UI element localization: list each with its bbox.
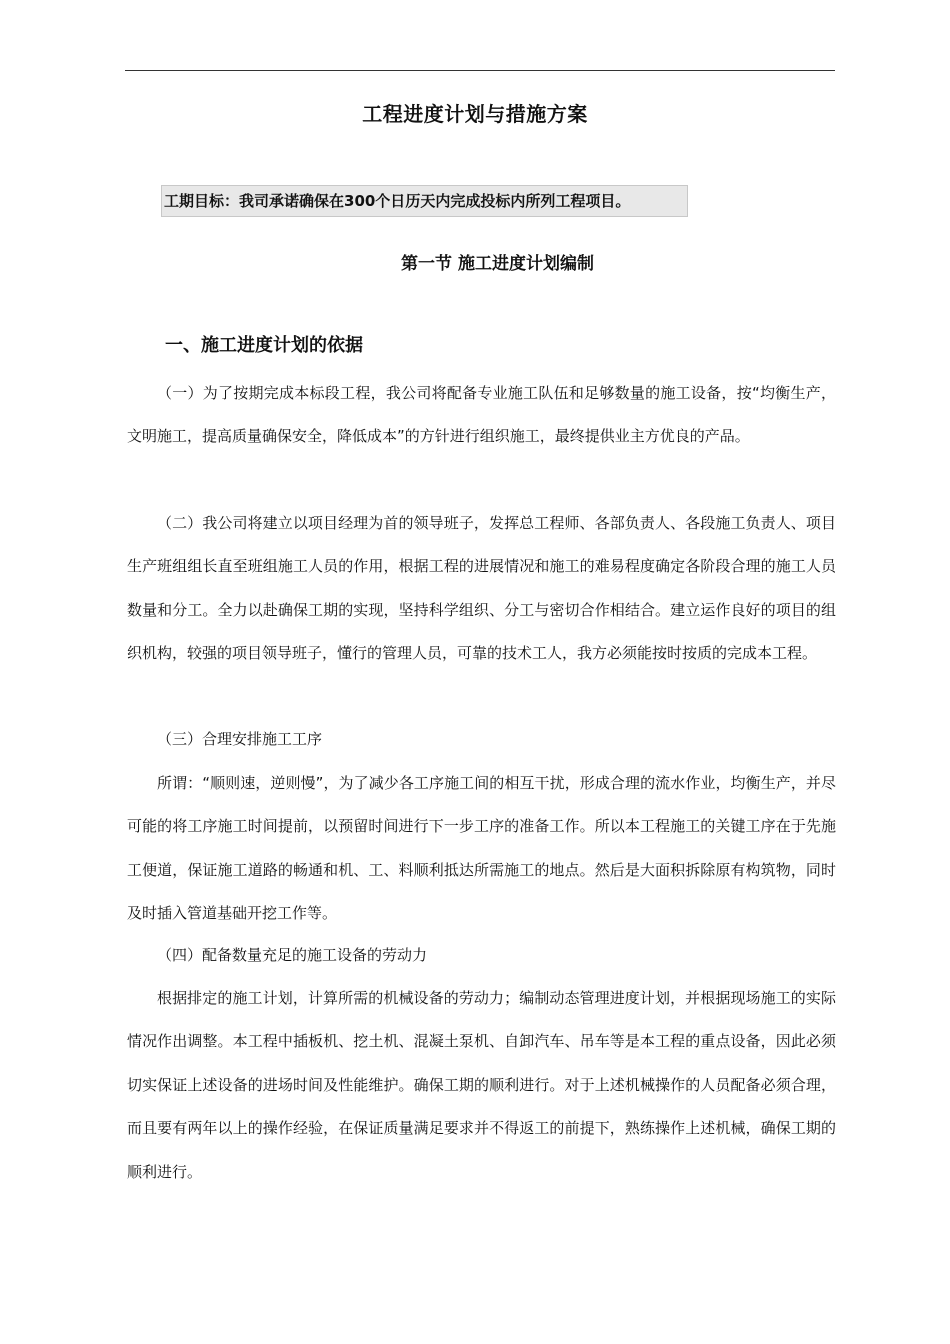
header-rule bbox=[125, 70, 835, 71]
paragraph-3-heading: （三）合理安排施工工序 bbox=[157, 730, 323, 748]
paragraph-2: （二）我公司将建立以项目经理为首的领导班子，发挥总工程师、各部负责人、各段施工负责人、项目生产班组组长直至班组施工人员的作用，根据工程的进展情况和施工的难易程度确定各阶段合理的施工人员数量和分工。全力以赴确保工期的实现，坚持科学组织、分工与密切合作相结合。建立运作良好的项目的组织机构，较强的项目领导班子，懂行的管理人员，可靠的技术工人，我方必须能按时按质的完成本工程。 bbox=[127, 514, 836, 663]
schedule-goal-highlight: 工期目标：我司承诺确保在300个日历天内完成投标内所列工程项目。 bbox=[161, 185, 688, 217]
paragraph-5-heading: （四）配备数量充足的施工设备的劳动力 bbox=[157, 946, 428, 964]
document-title: 工程进度计划与措施方案 bbox=[362, 102, 588, 126]
subheading: 一、施工进度计划的依据 bbox=[165, 335, 363, 356]
paragraph-6: 根据排定的施工计划，计算所需的机械设备的劳动力；编制动态管理进度计划，并根据现场施工的实际情况作出调整。本工程中插板机、挖土机、混凝土泵机、自卸汽车、吊车等是本工程的重点设备，因此必须切实保证上述设备的进场时间及性能维护。确保工期的顺利进行。对于上述机械操作的人员配备必须合理，而且要有两年以上的操作经验，在保证质量满足要求并不得返工的前提下，熟练操作上述机械，确保工期的顺利进行。 bbox=[127, 989, 836, 1181]
paragraph-1: （一）为了按期完成本标段工程，我公司将配备专业施工队伍和足够数量的施工设备，按“均衡生产，文明施工，提高质量确保安全，降低成本”的方针进行组织施工，最终提供业主方优良的产品。 bbox=[127, 384, 836, 446]
section-title: 第一节 施工进度计划编制 bbox=[401, 254, 594, 274]
paragraph-4: 所谓：“顺则速，逆则慢”，为了减少各工序施工间的相互干扰，形成合理的流水作业，均衡生产，并尽可能的将工序施工时间提前，以预留时间进行下一步工序的准备工作。所以本工程施工的关键工序在于先施工便道，保证施工道路的畅通和机、工、料顺利抵达所需施工的地点。然后是大面积拆除原有构筑物，同时及时插入管道基础开挖工作等。 bbox=[127, 774, 836, 923]
